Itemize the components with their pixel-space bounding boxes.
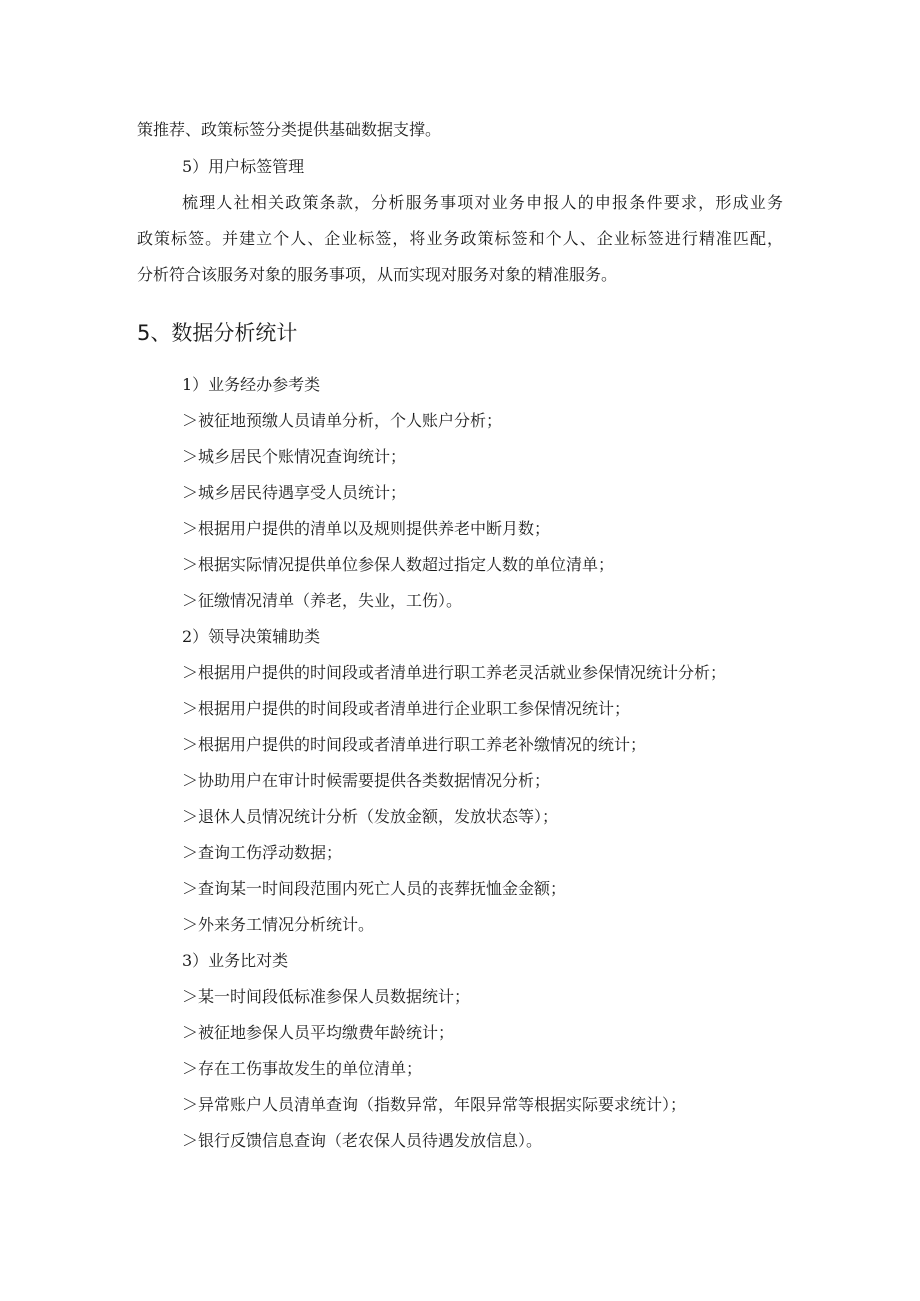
intro-continuation: 策推荐、政策标签分类提供基础数据支撑。	[137, 120, 442, 139]
list-item: ＞查询某一时间段范围内死亡人员的丧葬抚恤金金额；	[182, 879, 567, 898]
user-tag-para-line2: 政策标签。并建立个人、企业标签，将业务政策标签和个人、企业标签进行精准匹配，	[137, 229, 783, 248]
section-title: 5、数据分析统计	[137, 321, 298, 345]
list-item: ＞某一时间段低标准参保人员数据统计；	[182, 987, 471, 1006]
user-tag-para-line1: 梳理人社相关政策条款，分析服务事项对业务申报人的申报条件要求，形成业务	[182, 193, 783, 212]
list-item: ＞根据用户提供的清单以及规则提供养老中断月数；	[182, 519, 551, 538]
list-item: ＞退休人员情况统计分析（发放金额，发放状态等）；	[182, 807, 559, 826]
list-item: ＞银行反馈信息查询（老农保人员待遇发放信息）。	[182, 1131, 543, 1150]
list-item: ＞城乡居民个账情况查询统计；	[182, 447, 407, 466]
group-heading-1: 1）业务经办参考类	[182, 375, 321, 394]
list-item: ＞查询工伤浮动数据；	[182, 843, 343, 862]
list-item: ＞协助用户在审计时候需要提供各类数据情况分析；	[182, 771, 551, 790]
user-tag-heading: 5）用户标签管理	[182, 157, 305, 176]
list-item: ＞根据用户提供的时间段或者清单进行企业职工参保情况统计；	[182, 699, 631, 718]
list-item: ＞被征地参保人员平均缴费年龄统计；	[182, 1023, 455, 1042]
list-item: ＞根据用户提供的时间段或者清单进行职工养老灵活就业参保情况统计分析；	[182, 663, 727, 682]
list-item: ＞根据实际情况提供单位参保人数超过指定人数的单位清单；	[182, 555, 615, 574]
list-item: ＞城乡居民待遇享受人员统计；	[182, 483, 407, 502]
list-item: ＞异常账户人员清单查询（指数异常，年限异常等根据实际要求统计）；	[182, 1095, 687, 1114]
list-item: ＞被征地预缴人员请单分析，个人账户分析；	[182, 411, 503, 430]
group-heading-3: 3）业务比对类	[182, 951, 289, 970]
user-tag-para-line3: 分析符合该服务对象的服务事项，从而实现对服务对象的精准服务。	[137, 265, 618, 284]
list-item: ＞根据用户提供的时间段或者清单进行职工养老补缴情况的统计；	[182, 735, 647, 754]
list-item: ＞存在工伤事故发生的单位清单；	[182, 1059, 423, 1078]
list-item: ＞外来务工情况分析统计。	[182, 915, 375, 934]
group-heading-2: 2）领导决策辅助类	[182, 627, 321, 646]
list-item: ＞征缴情况清单（养老，失业，工伤）。	[182, 591, 463, 610]
